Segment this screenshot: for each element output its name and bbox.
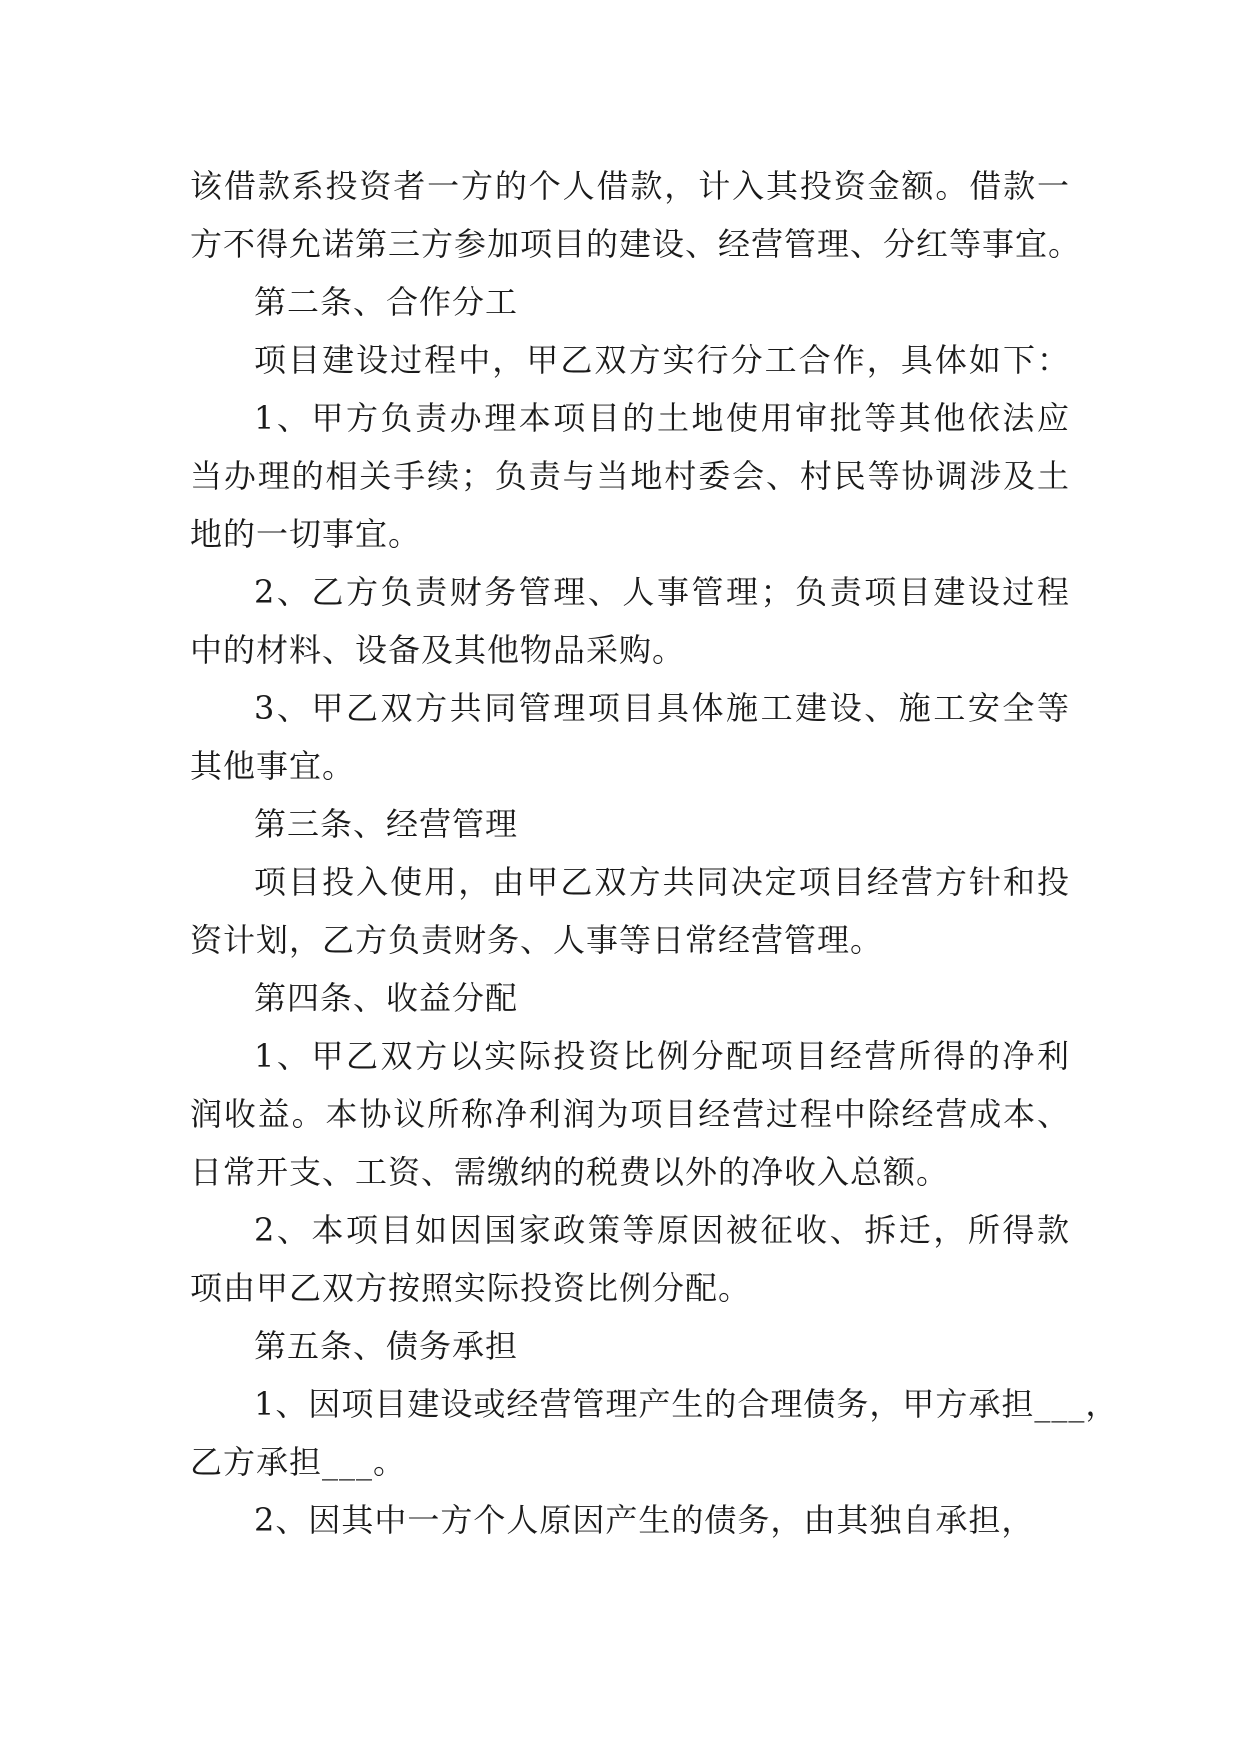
text-line: 中的材料、设备及其他物品采购。 — [190, 631, 686, 669]
text-line: 3、甲乙双方共同管理项目具体施工建设、施工安全等 — [254, 689, 1070, 727]
text-line: 1、甲方负责办理本项目的土地使用审批等其他依法应 — [254, 399, 1070, 437]
text-line: 日常开支、工资、需缴纳的税费以外的净收入总额。 — [190, 1153, 950, 1191]
text-line: 2、乙方负责财务管理、人事管理；负责项目建设过程 — [254, 573, 1070, 611]
text-line: 润收益。本协议所称净利润为项目经营过程中除经营成本、 — [190, 1095, 1070, 1133]
text-line: 第三条、经营管理 — [254, 805, 519, 843]
text-line: 项目建设过程中，甲乙双方实行分工合作，具体如下： — [254, 341, 1070, 379]
text-line: 该借款系投资者一方的个人借款，计入其投资金额。借款一 — [190, 167, 1070, 205]
text-line: 2、本项目如因国家政策等原因被征收、拆迁，所得款 — [254, 1211, 1070, 1249]
text-line: 2、因其中一方个人原因产生的债务，由其独自承担， — [254, 1501, 1035, 1539]
text-line: 第四条、收益分配 — [254, 979, 519, 1017]
text-line: 资计划，乙方负责财务、人事等日常经营管理。 — [190, 921, 884, 959]
text-line: 第二条、合作分工 — [254, 283, 519, 321]
text-line: 1、甲乙双方以实际投资比例分配项目经营所得的净利 — [254, 1037, 1070, 1075]
text-line: 方不得允诺第三方参加项目的建设、经营管理、分红等事宜。 — [190, 225, 1082, 263]
text-line: 乙方承担___。 — [190, 1443, 407, 1481]
text-line: 项目投入使用，由甲乙双方共同决定项目经营方针和投 — [254, 863, 1070, 901]
text-line: 第五条、债务承担 — [254, 1327, 519, 1365]
text-line: 1、因项目建设或经营管理产生的合理债务，甲方承担___， — [254, 1385, 1119, 1423]
text-line: 地的一切事宜。 — [190, 515, 422, 553]
text-line: 项由甲乙双方按照实际投资比例分配。 — [190, 1269, 752, 1307]
text-line: 其他事宜。 — [190, 747, 356, 785]
text-line: 当办理的相关手续；负责与当地村委会、村民等协调涉及土 — [190, 457, 1070, 495]
document-body — [190, 157, 1119, 1549]
